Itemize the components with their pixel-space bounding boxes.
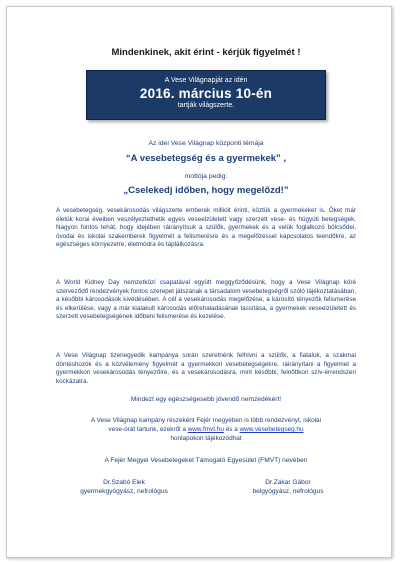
- signature-name: Dr.Szabó Elek: [103, 479, 145, 486]
- banner-date: 2016. március 10-én: [139, 86, 273, 101]
- signature-title: gyermekgyógyász, nefrológus: [80, 488, 168, 495]
- motto-intro: mottója pedig:: [184, 173, 228, 180]
- banner-line1: A Vese Világnapját az idén: [164, 77, 248, 84]
- campaign-line2-prefix: vese-órát tartunk, ezekről a: [108, 426, 188, 433]
- banner-line3: tartják világszerte.: [177, 102, 235, 109]
- paragraph-1: A vesebetegség, vesekárosodás világszerte emberek millióit érinti, köztük a gyermekeket is. Őket már életük korai éveiben veszélyeztethetik egyes veseelzületett vagy szerzett vese- és húgyúti betegségek. Nagyon fontos tehát, hogy idejében ráirányítsuk a szülők, gyermekek és a velük foglalkozó bölcsődei, óvodai és iskolai szakemberek figyelmét a felismerésre és a megelőzéssel kapcsolatos teendőkre, az egészséges környezetre, életmódra és táplálkozásra.: [56, 207, 356, 249]
- signature-title: belgyógyász, nefrológus: [252, 488, 324, 495]
- date-banner: [86, 70, 326, 120]
- signature-left: [64, 478, 184, 496]
- campaign-line1: A Vese Világnap kampány részeként Fejér megyében is több rendezvényt, iskolai: [90, 417, 322, 424]
- fmvt-link[interactable]: www.fmvt.hu: [187, 426, 224, 433]
- campaign-line2-middle: és a: [223, 426, 240, 433]
- signature-right: [228, 478, 348, 496]
- paragraph-2: A World Kidney Day nemzetközi csapatával együtt meggyőződésünk, hogy a Vese Világnap köré szerveződő rendezvények fontos szerepet játszanak a társadalom vesebetegségről szóló tájékoztatásában, a későbbi károsodások kivédésében. A cél a vesekárosodás megelőzése, a károsító tényezők felismerése és elkerülése, vagy a már kialakult károsodás előrehaladásának lassítása, a gyermekek veseelzületett és szerzett vesebetegségének időbeni felismerése és kezelése.: [56, 279, 356, 321]
- wish-line: Mindezt egy egészségesebb jövendő nemzedékért!: [130, 396, 282, 403]
- organization-line: A Fejér Megyei Vesebetegeket Támogató Egyesület (FMVT) nevében: [104, 457, 308, 464]
- theme-intro: Az idei Vese Világnap központi témája: [148, 140, 264, 147]
- campaign-info: [56, 416, 356, 443]
- paragraph-3: A Vese Világnap tizenegyedik kampánya során szeretnénk felhívni a szülők, a fiatalok, a szakmai döntéshozók és a közvélemény figyelmét a gyermekkori vesebetegségekre, ráirányítani a figyelmet a gyermekkori vesekárosodás tényezőire, és a vesekárosodásra, mint későbbi, felnőttkori szív-érrendszeri kockázatra.: [56, 352, 356, 385]
- document-page: [6, 6, 392, 558]
- theme-title: “A vesebetegség és a gyermekek” ,: [125, 153, 287, 164]
- signature-name: Dr.Zakar Gábor: [265, 479, 311, 486]
- vesebetegseg-link[interactable]: www.vesebetegseg.hu: [239, 426, 304, 433]
- campaign-line2: [56, 425, 356, 434]
- campaign-line3: honlapokon tájékozódhat: [170, 435, 242, 442]
- headline: Mindenkinek, akit érint - kérjük figyelmét !: [111, 47, 301, 58]
- motto: „Cselekedj időben, hogy megelőzd!”: [123, 185, 289, 196]
